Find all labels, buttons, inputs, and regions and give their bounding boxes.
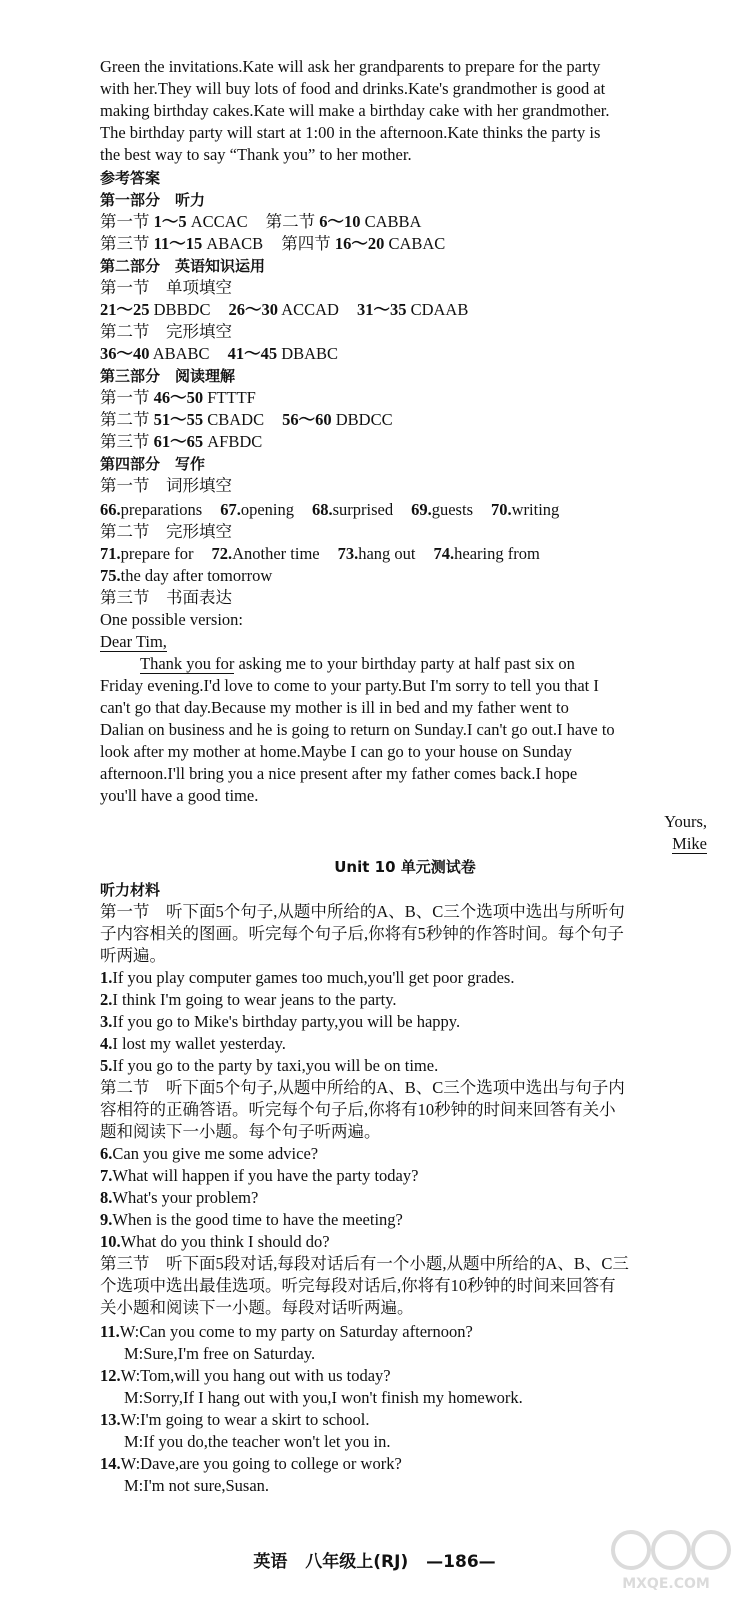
item-number: 2. <box>100 990 113 1009</box>
answer-line <box>100 431 710 453</box>
item-text: I lost my wallet yesterday. <box>112 1034 286 1053</box>
part2-title: 第二部分 英语知识运用 <box>100 257 266 275</box>
answer-word: opening <box>240 500 294 519</box>
list-item <box>100 989 710 1011</box>
dialog-line <box>100 1409 710 1431</box>
dialog-line <box>100 1365 710 1387</box>
answer-word: hearing from <box>454 544 540 563</box>
dialog-line <box>100 1453 710 1475</box>
question-range: 26～30 <box>228 300 278 319</box>
list-item <box>100 967 710 989</box>
answers: CABAC <box>384 234 446 253</box>
question-range: 1～5 <box>153 212 187 231</box>
instruction-line: 第一节 听下面5个句子,从题中所给的A、B、C三个选项中选出与所听句 <box>100 902 625 921</box>
item-number: 5. <box>100 1056 113 1075</box>
section-label: 第二节 <box>265 212 320 231</box>
item-number: 4. <box>100 1034 113 1053</box>
answer-line <box>100 233 710 255</box>
answer-word: hang out <box>358 544 416 563</box>
answer-line <box>100 343 710 365</box>
list-item <box>100 1187 710 1209</box>
paragraph-line: The birthday party will start at 1:00 in the afternoon.Kate thinks the party is <box>100 123 601 142</box>
section-title: 第一节 单项填空 <box>100 278 232 297</box>
answer-word: preparations <box>120 500 203 519</box>
section-label: 第二节 <box>100 410 154 429</box>
part1-title: 第一部分 听力 <box>100 191 206 209</box>
instruction-line: 容相符的正确答语。听完每个句子后,你将有10秒钟的时间来回答有关小 <box>100 1100 616 1119</box>
list-item <box>100 1055 710 1077</box>
dialog-line: M:If you do,the teacher won't let you in. <box>124 1432 391 1451</box>
section-title: 第一节 词形填空 <box>100 476 232 495</box>
item-number: 7. <box>100 1166 113 1185</box>
letter-line: afternoon.I'll bring you a nice present after my father comes back.I hope <box>100 764 578 783</box>
answers: DBABC <box>277 344 339 363</box>
item-number: 9. <box>100 1210 113 1229</box>
unit-title: Unit 10 单元测试卷 <box>334 858 476 876</box>
item-number: 1. <box>100 968 113 987</box>
question-range: 31～35 <box>356 300 407 319</box>
instruction-line: 子内容相关的图画。听完每个句子后,你将有5秒钟的作答时间。每个句子 <box>100 924 624 943</box>
list-item <box>100 1011 710 1033</box>
answer-line <box>100 543 710 565</box>
answer-word: guests <box>431 500 473 519</box>
section-label: 第四节 <box>281 234 335 253</box>
answers: ACCAC <box>186 212 248 231</box>
question-range: 51～55 <box>153 410 204 429</box>
list-item <box>100 1165 710 1187</box>
question-range: 11～15 <box>153 234 203 253</box>
dialog-line: M:I'm not sure,Susan. <box>124 1476 270 1495</box>
paragraph-line: the best way to say “Thank you” to her mother. <box>100 145 412 164</box>
item-number: 70. <box>490 500 512 519</box>
answers: ACCAD <box>277 300 339 319</box>
item-text: What will happen if you have the party today? <box>112 1166 419 1185</box>
letter-line <box>140 653 749 675</box>
item-number: 6. <box>100 1144 113 1163</box>
section-label: 第三节 <box>100 432 154 451</box>
instruction-line: 听两遍。 <box>100 946 166 965</box>
footer-page-number: —186— <box>426 1552 496 1572</box>
item-text: What do you think I should do? <box>120 1232 330 1251</box>
instruction-line: 关小题和阅读下一小题。每段对话听两遍。 <box>100 1298 414 1317</box>
letter-line: Dalian on business and he is going to return on Sunday.I can't go out.I have to <box>100 720 615 739</box>
answer-line <box>100 499 710 521</box>
instruction-line: 题和阅读下一小题。每个句子听两遍。 <box>100 1122 381 1141</box>
answer-line <box>100 387 710 409</box>
item-number: 73. <box>337 544 359 563</box>
list-item <box>100 1033 710 1055</box>
section-label: 第一节 <box>100 388 154 407</box>
list-item <box>100 1231 710 1253</box>
item-number: 10. <box>100 1232 121 1251</box>
item-text: If you go to Mike's birthday party,you will be happy. <box>112 1012 461 1031</box>
question-range: 6～10 <box>319 212 361 231</box>
instruction-line: 第二节 听下面5个句子,从题中所给的A、B、C三个选项中选出与句子内 <box>100 1078 625 1097</box>
list-item <box>100 1209 710 1231</box>
answer-word: the day after tomorrow <box>120 566 273 585</box>
paragraph-line: with her.They will buy lots of food and drinks.Kate's grandmother is good at <box>100 79 606 98</box>
item-number: 3. <box>100 1012 113 1031</box>
dialog-woman: W:Dave,are you going to college or work? <box>120 1454 402 1473</box>
answer-word: prepare for <box>120 544 194 563</box>
section-label: 第一节 <box>100 212 154 231</box>
instruction-line: 个选项中选出最佳选项。听完每段对话后,你将有10秒钟的时间来回答有 <box>100 1276 616 1295</box>
answers: FTTTF <box>203 388 256 407</box>
question-range: 61～65 <box>153 432 204 451</box>
answer-key-title: 参考答案 <box>100 169 161 187</box>
instruction-line: 第三节 听下面5段对话,每段对话后有一个小题,从题中所给的A、B、C三 <box>100 1254 629 1273</box>
watermark-logo <box>591 1524 741 1594</box>
item-text: If you play computer games too much,you'll get poor grades. <box>112 968 515 987</box>
answer-word: Another time <box>232 544 320 563</box>
answer-line <box>100 565 710 587</box>
part3-title: 第三部分 阅读理解 <box>100 367 236 385</box>
dialog-line <box>100 1321 710 1343</box>
letter-line: Friday evening.I'd love to come to your party.But I'm sorry to tell you that I <box>100 676 599 695</box>
signature-text: Mike <box>672 834 707 853</box>
item-number: 71. <box>100 544 121 563</box>
item-text: If you go to the party by taxi,you will be on time. <box>112 1056 439 1075</box>
answers: CDAAB <box>406 300 469 319</box>
dialog-line: M:Sure,I'm free on Saturday. <box>124 1344 316 1363</box>
item-text: I think I'm going to wear jeans to the party. <box>112 990 397 1009</box>
item-text: When is the good time to have the meeting? <box>112 1210 403 1229</box>
salutation-text: Dear Tim, <box>100 632 167 651</box>
letter-line: you'll have a good time. <box>100 786 259 805</box>
watermark-text: MXQE.COM <box>622 1576 710 1592</box>
letter-opening: Thank you for <box>140 654 235 673</box>
question-range: 16～20 <box>334 234 385 253</box>
item-number: 8. <box>100 1188 113 1207</box>
question-range: 56～60 <box>282 410 332 429</box>
item-number: 75. <box>100 566 121 585</box>
answers: CBADC <box>203 410 265 429</box>
item-number: 66. <box>100 500 121 519</box>
paragraph-line: making birthday cakes.Kate will make a birthday cake with her grandmother. <box>100 101 610 120</box>
question-range: 21～25 <box>100 300 150 319</box>
answers: CABBA <box>360 212 422 231</box>
answers: DBDCC <box>331 410 393 429</box>
watermark-icon <box>591 1524 741 1594</box>
dialog-line: M:Sorry,If I hang out with you,I won't finish my homework. <box>124 1388 523 1407</box>
letter-signature <box>100 833 707 855</box>
section-title: 第二节 完形填空 <box>100 322 232 341</box>
question-range: 41～45 <box>227 344 278 363</box>
answers: ABABC <box>149 344 210 363</box>
section-title: 第二节 完形填空 <box>100 522 232 541</box>
item-number: 12. <box>100 1366 121 1385</box>
list-item <box>100 1143 710 1165</box>
section-label: 第三节 <box>100 234 154 253</box>
item-number: 11. <box>100 1322 120 1341</box>
letter-line: can't go that day.Because my mother is ill in bed and my father went to <box>100 698 569 717</box>
answers: ABACB <box>202 234 264 253</box>
item-text: What's your problem? <box>112 1188 259 1207</box>
item-number: 72. <box>211 544 233 563</box>
footer-grade: 八年级上(RJ) <box>305 1552 409 1572</box>
dialog-woman: W:I'm going to wear a skirt to school. <box>120 1410 370 1429</box>
letter-closing: Yours, <box>664 812 707 831</box>
letter-line: look after my mother at home.Maybe I can go to your house on Sunday <box>100 742 572 761</box>
item-text: Can you give me some advice? <box>112 1144 319 1163</box>
item-number: 13. <box>100 1410 121 1429</box>
part4-title: 第四部分 写作 <box>100 455 206 473</box>
answer-line <box>100 409 710 431</box>
letter-text: asking me to your birthday party at half past six on <box>234 654 575 673</box>
paragraph-line: Green the invitations.Kate will ask her grandparents to prepare for the party <box>100 57 601 76</box>
item-number: 69. <box>411 500 432 519</box>
answer-line <box>100 211 710 233</box>
answers: AFBDC <box>203 432 263 451</box>
answer-word: writing <box>511 500 560 519</box>
question-range: 36～40 <box>100 344 150 363</box>
footer-subject: 英语 <box>253 1552 288 1572</box>
version-label: One possible version: <box>100 610 243 629</box>
salutation <box>100 631 710 653</box>
section-title: 第三节 书面表达 <box>100 588 232 607</box>
dialog-woman: W:Tom,will you hang out with us today? <box>120 1366 391 1385</box>
listening-title: 听力材料 <box>100 881 161 899</box>
item-number: 67. <box>220 500 241 519</box>
item-number: 74. <box>433 544 455 563</box>
answer-line <box>100 299 710 321</box>
answer-word: surprised <box>332 500 394 519</box>
item-number: 14. <box>100 1454 121 1473</box>
question-range: 46～50 <box>153 388 204 407</box>
answers: DBBDC <box>149 300 211 319</box>
dialog-woman: W:Can you come to my party on Saturday afternoon? <box>119 1322 473 1341</box>
item-number: 68. <box>311 500 333 519</box>
